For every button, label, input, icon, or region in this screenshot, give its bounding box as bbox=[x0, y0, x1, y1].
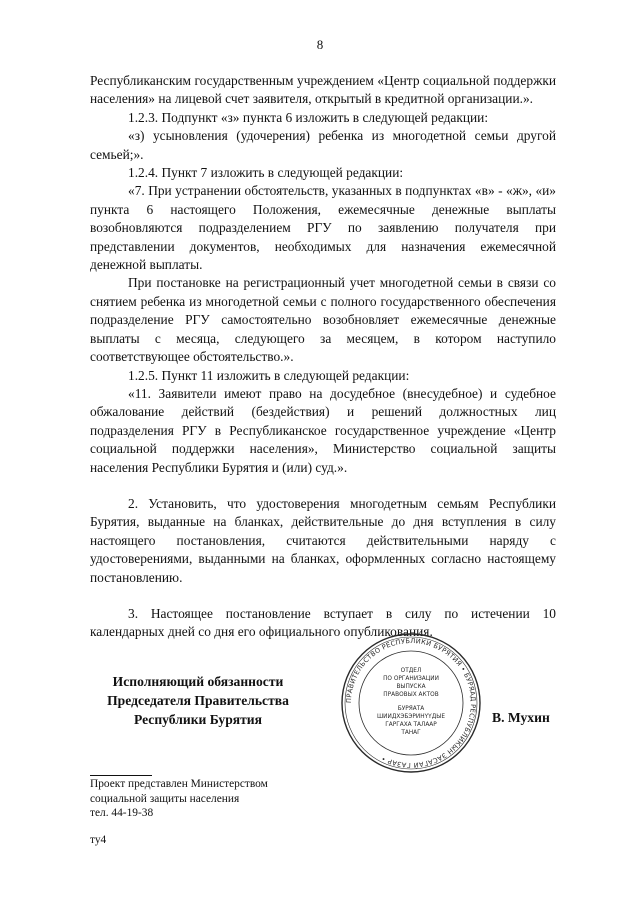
paragraph-point-2: 2. Установить, что удостоверения многодетным семьям Республики Бурятия, выданные на бланках, действительные до дня вступления в силу настоящего постановления, считаются действительными наряду с удостоверениями, выданными на бланках, оформленных согласно настоящему постановлению. bbox=[90, 495, 556, 585]
paragraph-clause-7: «7. При устранении обстоятельств, указанных в подпунктах «в» - «ж», «и» пункта 6 настоящего Положения, ежемесячные денежные выплаты возобновляются подразделением РГУ по заявлению получателя при представлении документов, необходимых для назначения ежемесячной денежной выплаты. bbox=[90, 183, 556, 273]
paragraph-subclause-z: «з) усыновления (удочерения) ребенка из многодетной семьи другой семьей;». bbox=[90, 128, 556, 162]
seal-center-line: ТАНАГ bbox=[401, 730, 421, 736]
footnote-line: Проект представлен Министерством bbox=[90, 778, 268, 790]
signatory-title-line: Республики Бурятия bbox=[133, 712, 262, 727]
footnote-divider bbox=[90, 775, 152, 776]
seal-ring-text: ПРАВИТЕЛЬСТВО РЕСПУБЛИКИ БУРЯТИЯ • БУРЯАД РЕСПУБЛИКЫН ЗАСАГАЙ ГАЗАР • bbox=[344, 636, 478, 770]
paragraph-item-1-2-4: 1.2.4. Пункт 7 изложить в следующей редакции: bbox=[128, 165, 404, 181]
seal-center-line: ПРАВОВЫХ АКТОВ bbox=[383, 692, 439, 698]
seal-center-line: БУРЯАТА bbox=[397, 706, 425, 712]
document-body bbox=[90, 72, 556, 642]
signatory-name: В. Мухин bbox=[492, 710, 550, 725]
seal-center-line: ПО ОРГАНИЗАЦИИ bbox=[383, 676, 439, 682]
footnote bbox=[90, 777, 268, 821]
signatory-title bbox=[90, 672, 306, 729]
paragraph-point-3: 3. Настоящее постановление вступает в силу по истечении 10 календарных дней со дня его официального опубликования. bbox=[90, 605, 556, 640]
footnote-phone: тел. 44-19-38 bbox=[90, 807, 154, 820]
seal-center-line: ГАРГАХА ТАЛААР bbox=[385, 722, 437, 728]
document-code: ту4 bbox=[90, 834, 107, 846]
signatory-title-line: Председателя Правительства bbox=[107, 693, 289, 708]
seal-center-line: ВЫПУСКА bbox=[396, 684, 426, 690]
paragraph-item-1-2-3: 1.2.3. Подпункт «з» пункта 6 изложить в следующей редакции: bbox=[128, 109, 489, 125]
paragraph-item-1-2-5: 1.2.5. Пункт 11 изложить в следующей редакции: bbox=[128, 367, 410, 383]
seal-center-line: ШИИДХЭБЭРИНҮҮДЫЕ bbox=[376, 714, 446, 720]
paragraph-continuation: Республиканским государственным учреждением «Центр социальной поддержки населения» на лицевой счет заявителя, открытый в кредитной организации.». bbox=[90, 73, 556, 107]
paragraph-registration: При постановке на регистрационный учет многодетной семьи в связи со снятием ребенка из многодетной семьи с полного государственного обеспечения подразделение РГУ самостоятельно возобновляет ежемесячные денежные выплаты с месяца, следующего за месяцем, в котором наступило соответствующее обстоятельство.». bbox=[90, 275, 556, 365]
page-number: 8 bbox=[316, 37, 324, 52]
official-seal bbox=[340, 632, 482, 774]
signatory-title-line: Исполняющий обязанности bbox=[112, 674, 284, 689]
footnote-line: социальной защиты населения bbox=[90, 792, 240, 805]
seal-center-line: ОТДЕЛ bbox=[400, 668, 422, 674]
paragraph-clause-11: «11. Заявители имеют право на досудебное (внесудебное) и судебное обжалование действий (бездействия) и решений должностных лиц подразделения РГУ в Республиканское государственное учреждение «Центр социальной поддержки населения», Министерство социальной защиты населения Республики Бурятия и (или) суд.». bbox=[90, 385, 556, 475]
